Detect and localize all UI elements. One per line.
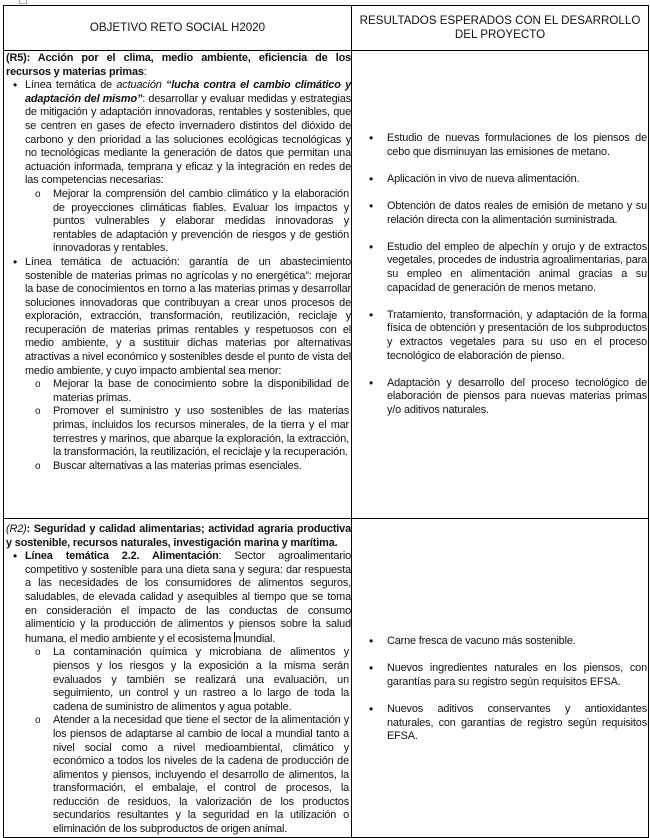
table-header-row [4, 6, 649, 51]
header-objective: OBJETIVO RETO SOCIAL H2020 [4, 6, 352, 51]
section-title [6, 523, 351, 550]
result-item: • Nuevos ingredientes naturales en los piensos, con garantías para su registro según requisitos EFSA. [352, 662, 647, 689]
section-title [6, 52, 351, 79]
subtopic-list [25, 188, 351, 256]
subtopic-item: o La contaminación química y microbiana de alimentos y piensos y los riesgos y la exposición a la misma serán evaluados y también se realizará una evaluación, un seguimiento, un control y un rastreo a lo largo de toda la cadena de suministro de alimentos y agua potable. [25, 646, 351, 714]
topic-name: Línea temática 2.2. Alimentación [25, 550, 219, 563]
topic-item [6, 79, 351, 256]
subtopic-item: o Atender a la necesidad que tiene el sector de la alimentación y los piensos de adaptarse al cambio de local a mundial tanto a nivel social como a nivel medioambiental, climático y económico a todos los niveles de la cadena de producción de alimentos y piensos, incluyendo el desarrollo de alimentos, la transformación, el embalaje, el control de procesos, la reducción de residuos, la valorización de los productos secundarios resultantes y la seguridad en la utilización o eliminación de los subproductos de origen animal. [25, 714, 351, 836]
results-list [352, 635, 647, 744]
result-item: • Estudio del empleo de alpechín y orujo y de extractos vegetales, procedes de industria agroalimentarias, para su empleo en alimentación animal gracias a su capacidad de generación de menos metano. [352, 241, 647, 295]
table-row [4, 519, 649, 838]
result-item: • Nuevos aditivos conservantes y antioxidantes naturales, con garantías de registro según requisitos EFSA. [352, 703, 647, 744]
topic-list [6, 79, 351, 473]
section-code: (R2) [6, 523, 27, 535]
subtopic-item: o Buscar alternativas a las materias primas esenciales. [25, 460, 351, 474]
subtopic-item: o Mejorar la comprensión del cambio climático y la elaboración de proyecciones climáticas fiables. Evaluar los impactos y puntos vulnerables y elaborar medidas innovadoras y rentables de adaptación y prevención de riesgos y de gestión innovadoras y rentables. [25, 188, 351, 256]
results-list [352, 132, 647, 417]
section-title-text: : Acción por el clima, medio ambiente, eficiencia de los recursos y materias primas [6, 52, 351, 78]
section-title-text: : Seguridad y calidad alimentarias; actividad agraria productiva y sostenible, recursos naturales, investigación marina y marítima. [6, 523, 351, 549]
result-item: • Obtención de datos reales de emisión de metano y su relación directa con la alimentación suministrada. [352, 200, 647, 227]
objective-cell[interactable] [4, 51, 352, 519]
table-move-handle[interactable] [19, 0, 27, 4]
topic-text: Línea temática de actuación: garantía de un abastecimiento sostenible de materias primas no agrícolas y no energética”: mejorar la base de conocimientos en torno a las materias primas y desarrollar soluciones innovadoras que contribuyan a crear unos procesos de exploración, extracción, transformación, reutilización, reciclaje y recuperación de materias primas rentables y respetuosos con el medio ambiente, y a sustituir dichas materias por alternativas atractivas a nivel económico y sostenibles desde el punto de vista del medio ambiente, y cuyo impacto ambiental sea menor: [25, 255, 351, 377]
topic-prefix: Línea temática de [25, 79, 117, 92]
topic-item [6, 550, 351, 836]
header-expected-results: RESULTADOS ESPERADOS CON EL DESARROLLO DEL PROYECTO [352, 6, 649, 51]
objectives-table [3, 5, 649, 838]
topic-text: : desarrollar y evaluar medidas y estrategias de mitigación y adaptación innovadoras, rentables y sostenibles, que se centren en gases de efecto invernadero distintos del dióxido de carbono y den prioridad a las soluciones ecológicas tecnológicas y no tecnológicas mediante la generación de datos que permitan una actuación informada, temprana y eficaz y la integración en redes de las competencias necesarias: [25, 92, 351, 187]
topic-text-end: mundial. [235, 632, 276, 645]
topic-prefix-italic: actuación [116, 79, 167, 92]
results-cell[interactable] [352, 519, 649, 838]
topic-text: : Sector agroalimentario competitivo y sostenible para una dieta sana y segura: dar respuesta a las necesidades de los consumidores de alimentos seguros, saludables, de elevada calidad y asequibles al tiempo que se toma en consideración el impacto de las conductas de consumo alimenticio y la producción de alimentos y piensos sobre la salud humana, el medio ambiente y el ecosistema [25, 550, 351, 645]
topic-name: “lucha contra el cambio climático y adaptación del mismo” [25, 79, 351, 105]
subtopic-list [25, 646, 351, 836]
subtopic-item: o Promover el suministro y uso sostenibles de las materias primas, incluidos los recursos minerales, de la tierra y el mar terrestres y marinos, que abarque la exploración, la extracción, la transformación, la reutilización, el reciclaje y la recuperación. [25, 405, 351, 459]
objective-cell[interactable] [4, 519, 352, 838]
result-item: • Aplicación in vivo de nueva alimentación. [352, 173, 647, 187]
table-row [4, 51, 649, 519]
result-item: • Carne fresca de vacuno más sostenible. [352, 635, 647, 649]
topic-list [6, 550, 351, 836]
topic-item [6, 256, 351, 474]
result-item: • Tratamiento, transformación, y adaptación de la forma física de obtención y presentación de los subproductos y extractos vegetales para su uso en el proceso tecnológico de elaboración de pienso. [352, 309, 647, 363]
subtopic-item: o Mejorar la base de conocimiento sobre la disponibilidad de materias primas. [25, 378, 351, 405]
results-cell[interactable] [352, 51, 649, 519]
result-item: • Adaptación y desarrollo del proceso tecnológico de elaboración de piensos para nuevas materias primas y/o aditivos naturales. [352, 377, 647, 418]
subtopic-list [25, 378, 351, 473]
section-title-end: : [143, 65, 147, 78]
result-item: • Estudio de nuevas formulaciones de los piensos de cebo que disminuyan las emisiones de metano. [352, 132, 647, 159]
section-code: (R5) [6, 52, 27, 64]
